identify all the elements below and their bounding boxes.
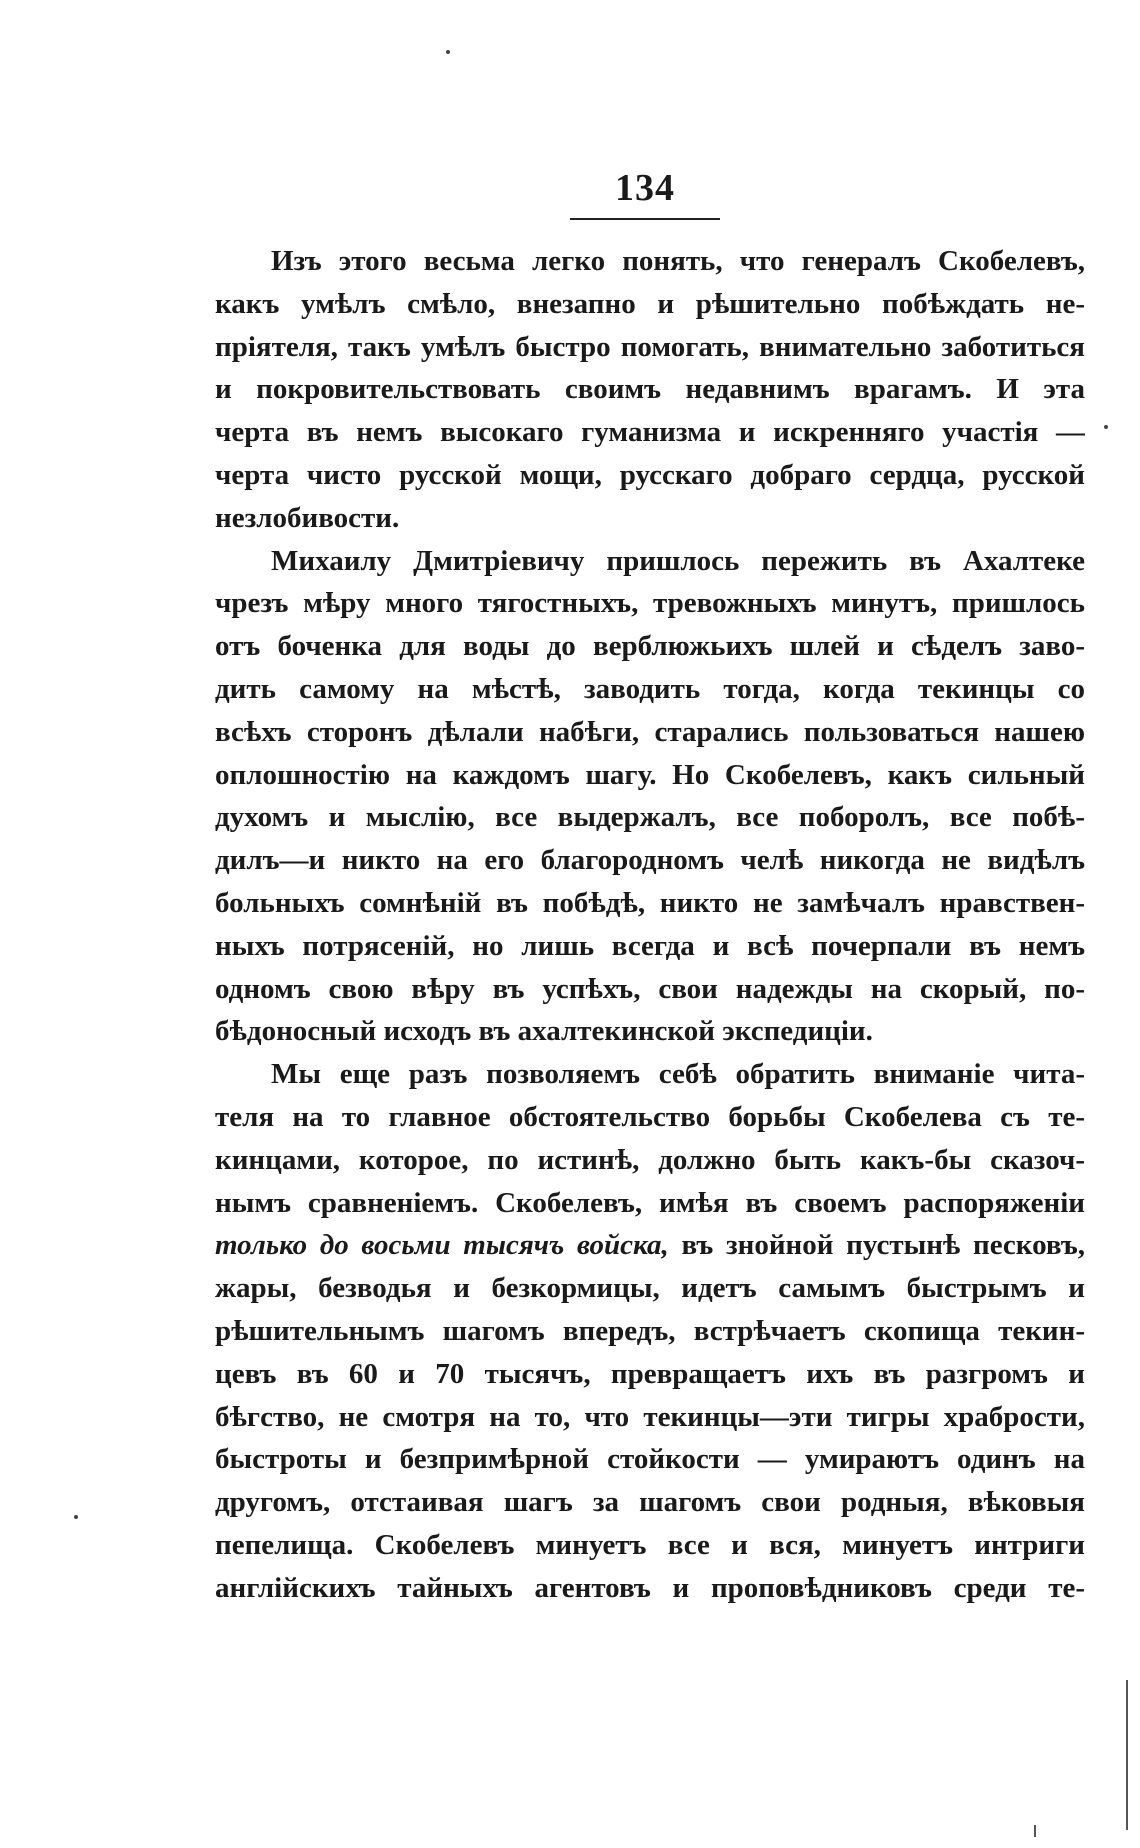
scan-speck	[446, 50, 450, 54]
text-line: рѣшительнымъ шагомъ впередъ, встрѣчаетъ скопища текин-	[215, 1314, 1085, 1347]
text-line: другомъ, отстаивая шагъ за шагомъ свои родныя, вѣковыя	[215, 1486, 1085, 1519]
text-line: теля на то главное обстоятельство борьбы Скобелева съ те-	[215, 1100, 1085, 1133]
body-text	[215, 240, 1085, 1610]
paragraph-2	[215, 540, 1085, 1054]
text-line: больныхъ сомнѣній въ побѣдѣ, никто не замѣчалъ нравствен-	[215, 886, 1085, 919]
text-line: пепелища. Скобелевъ минуетъ все и вся, минуетъ интриги	[215, 1528, 1085, 1561]
text-line: одномъ свою вѣру въ успѣхъ, свои надежды на скорый, по-	[215, 972, 1085, 1005]
text-line: оплошностію на каждомъ шагу. Но Скобелевъ, какъ сильный	[215, 758, 1085, 791]
text-line: чрезъ мѣру много тягостныхъ, тревожныхъ минутъ, пришлось	[215, 587, 1085, 620]
text-line: дилъ—и никто на его благородномъ челѣ никогда не видѣлъ	[215, 844, 1085, 877]
text-line: пріятеля, такъ умѣлъ быстро помогать, внимательно заботиться	[215, 330, 1085, 363]
text-line: бѣгство, не смотря на то, что текинцы—эти тигры храбрости,	[215, 1400, 1085, 1433]
scan-speck	[74, 1515, 78, 1519]
text-line: ныхъ потрясеній, но лишь всегда и всѣ почерпали въ немъ	[215, 929, 1085, 962]
text-line: цевъ въ 60 и 70 тысячъ, превращаетъ ихъ въ разгромъ и	[215, 1357, 1085, 1390]
text-line: жары, безводья и безкормицы, идетъ самымъ быстрымъ и	[215, 1272, 1085, 1305]
text-line: духомъ и мыслію, все выдержалъ, все поборолъ, все побѣ-	[215, 801, 1085, 834]
paragraph-3	[215, 1053, 1085, 1609]
paragraph-1	[215, 240, 1085, 540]
text-line: черта въ немъ высокаго гуманизма и искренняго участія —	[215, 416, 1085, 449]
scan-speck	[1104, 425, 1108, 429]
text-line: кинцами, которое, по истинѣ, должно быть какъ-бы сказоч-	[215, 1143, 1085, 1176]
text-line: Михаилу Дмитріевичу пришлось пережить въ Ахалтеке	[271, 544, 1085, 577]
text-line: незлобивости.	[215, 501, 400, 534]
text-line: быстроты и безпримѣрной стойкости — умираютъ одинъ на	[215, 1443, 1085, 1476]
text-line: черта чисто русской мощи, русскаго добраго сердца, русской	[215, 458, 1085, 491]
text-line: отъ боченка для воды до верблюжьихъ шлей и сѣделъ заво-	[215, 630, 1085, 663]
italic-emphasis: только до восьми тысячъ войска,	[215, 1229, 669, 1262]
text-line: дить самому на мѣстѣ, заводить тогда, когда текинцы со	[215, 672, 1085, 705]
text-line: англійскихъ тайныхъ агентовъ и проповѣдниковъ среди те-	[215, 1571, 1085, 1604]
text-line: нымъ сравненіемъ. Скобелевъ, имѣя въ своемъ распоряженіи	[215, 1186, 1085, 1219]
scan-edge-mark	[1126, 1680, 1128, 1830]
text-line: бѣдоносный исходъ въ ахалтекинской экспедиціи.	[215, 1015, 873, 1048]
text-line: всѣхъ сторонъ дѣлали набѣги, старались пользоваться нашею	[215, 715, 1085, 748]
text-line: и покровительствовать своимъ недавнимъ врагамъ. И эта	[215, 373, 1085, 406]
text-line: Изъ этого весьма легко понять, что генералъ Скобелевъ,	[271, 245, 1085, 277]
text-line: какъ умѣлъ смѣло, внезапно и рѣшительно побѣждать не-	[215, 287, 1085, 320]
text-line: Мы еще разъ позволяемъ себѣ обратить вниманіе чита-	[271, 1058, 1085, 1091]
text-line: только до восьми тысячъ войска, въ знойной пустынѣ песковъ,	[215, 1229, 1085, 1262]
scan-edge-mark	[1034, 1825, 1036, 1837]
page-number: 134	[570, 166, 720, 220]
